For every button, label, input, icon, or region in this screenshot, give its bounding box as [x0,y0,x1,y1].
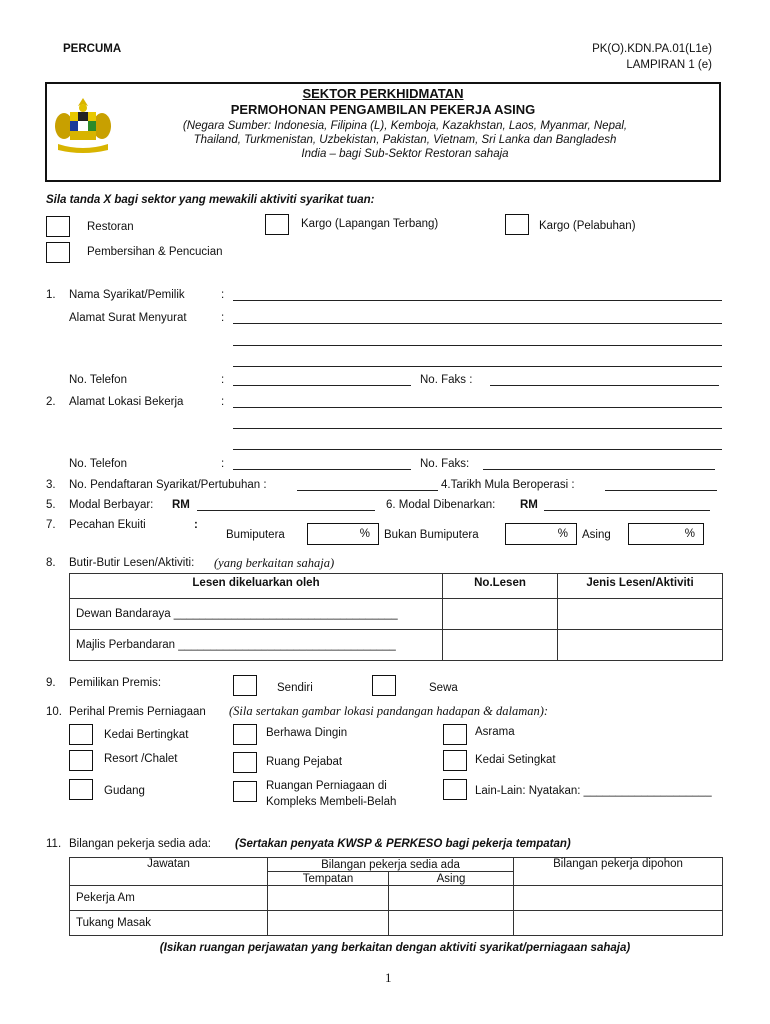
work-location-field-1[interactable] [233,407,722,408]
fax-label-2: No. Faks: [420,458,470,470]
asrama-label: Asrama [475,726,515,738]
registration-field[interactable] [297,490,438,491]
header-requested-workers: Bilangan pekerja dipohon [514,858,723,886]
section-5-number: 5. [46,499,56,511]
table-row [70,911,723,936]
registration-label: No. Pendaftaran Syarikat/Pertubuhan : [69,479,267,491]
company-name-label: Nama Syarikat/Pemilik [69,289,185,301]
source-countries-line2: Thailand, Turkmenistan, Uzbekistan, Pakistan, Vietnam, Sri Lanka dan Bangladesh [193,134,617,146]
section-8-number: 8. [46,557,56,569]
mailing-address-field-3[interactable] [233,366,722,367]
bumiputera-percent-field[interactable] [307,523,379,545]
own-premises-checkbox[interactable] [233,675,257,696]
phone-field-2[interactable] [233,469,411,470]
section-9-number: 9. [46,677,56,689]
dipohon-cell[interactable] [514,911,723,936]
section-1-number: 1. [46,289,56,301]
dipohon-cell[interactable] [514,886,723,911]
kedai-setingkat-checkbox[interactable] [443,750,467,771]
row-pekerja-am: Pekerja Am [70,886,268,911]
kedai-bertingkat-checkbox[interactable] [69,724,93,745]
premises-ownership-label: Pemilikan Premis: [69,677,162,689]
foreign-percent-field[interactable] [628,523,704,545]
rm-label-2: RM [520,499,538,511]
phone-label-2: No. Telefon [69,458,127,470]
resort-label: Resort /Chalet [104,753,178,765]
ruangan-perniagaan-checkbox[interactable] [233,781,257,802]
phone-label: No. Telefon [69,374,127,386]
ruangan-perniagaan-label-1: Ruangan Perniagaan di [266,780,387,792]
percent-sign: % [359,528,370,540]
equity-colon: : [194,519,198,531]
start-date-field[interactable] [605,490,717,491]
license-number-cell[interactable] [443,599,558,630]
paid-capital-label: Modal Berbayar: [69,499,154,511]
license-row-majlis[interactable]: Majlis Perbandaran __________________________________ [70,630,443,661]
header-existing-workers: Bilangan pekerja sedia ada [268,858,514,872]
lain-lain-checkbox[interactable] [443,779,467,800]
license-table [69,573,723,661]
table-row [70,630,723,661]
license-number-cell[interactable] [443,630,558,661]
fax-label: No. Faks : [420,374,473,386]
colon: : [221,458,225,470]
table-row [70,886,723,911]
kargo-port-checkbox[interactable] [505,214,529,235]
kargo-airport-label: Kargo (Lapangan Terbang) [301,218,439,230]
resort-checkbox[interactable] [69,750,93,771]
kedai-setingkat-label: Kedai Setingkat [475,754,556,766]
premises-type-label: Perihal Premis Perniagaan [69,706,206,718]
mailing-address-field-2[interactable] [233,345,722,346]
work-location-field-2[interactable] [233,428,722,429]
non-bumiputera-percent-field[interactable] [505,523,577,545]
source-countries-line3: India – bagi Sub-Sektor Restoran sahaja [301,148,509,160]
mailing-address-label: Alamat Surat Menyurat [69,312,187,324]
work-location-label: Alamat Lokasi Bekerja [69,396,184,408]
ruang-pejabat-checkbox[interactable] [233,752,257,773]
tempatan-cell[interactable] [268,886,389,911]
premises-type-note: (Sila sertakan gambar lokasi pandangan hadapan & dalaman): [229,704,549,718]
company-name-field[interactable] [233,300,722,301]
header-asing: Asing [389,872,514,886]
mailing-address-field-1[interactable] [233,323,722,324]
appendix-label: LAMPIRAN 1 (e) [626,59,712,71]
sector-instruction: Sila tanda X bagi sektor yang mewakili aktiviti syarikat tuan: [46,194,375,206]
pembersihan-label: Pembersihan & Pencucian [87,246,223,258]
paid-capital-field[interactable] [197,510,375,511]
license-note: (yang berkaitan sahaja) [214,556,335,570]
form-title: PERMOHONAN PENGAMBILAN PEKERJA ASING [230,102,536,117]
license-type-cell[interactable] [558,599,723,630]
table-row [70,599,723,630]
license-header-type: Jenis Lesen/Aktiviti [558,574,723,599]
asing-cell[interactable] [389,886,514,911]
tempatan-cell[interactable] [268,911,389,936]
bumiputera-label: Bumiputera [226,529,285,541]
workers-table [69,857,723,936]
header-tempatan: Tempatan [268,872,389,886]
colon: : [221,374,225,386]
colon: : [221,289,225,301]
source-countries-line1: (Negara Sumber: Indonesia, Filipina (L), Kemboja, Kazakhstan, Laos, Myanmar, Nepal, [182,120,628,132]
kargo-port-label: Kargo (Pelabuhan) [539,220,636,232]
gudang-checkbox[interactable] [69,779,93,800]
license-label: Butir-Butir Lesen/Aktiviti: [69,557,195,569]
asrama-checkbox[interactable] [443,724,467,745]
authorised-capital-field[interactable] [544,510,710,511]
ruangan-perniagaan-label-2: Kompleks Membeli-Belah [266,796,397,808]
kargo-airport-checkbox[interactable] [265,214,289,235]
authorised-capital-label: 6. Modal Dibenarkan: [386,499,496,511]
foreign-label: Asing [582,529,611,541]
section-2-number: 2. [46,396,56,408]
section-10-number: 10. [46,706,62,718]
equity-label: Pecahan Ekuiti [69,519,146,531]
sector-title: SEKTOR PERKHIDMATAN [302,86,464,101]
non-bumiputera-label: Bukan Bumiputera [384,529,479,541]
berhawa-dingin-checkbox[interactable] [233,724,257,745]
section-3-number: 3. [46,479,56,491]
section-7-number: 7. [46,519,56,531]
form-reference: PK(O).KDN.PA.01(L1e) [592,43,712,55]
percent-sign: % [557,528,568,540]
asing-cell[interactable] [389,911,514,936]
license-type-cell[interactable] [558,630,723,661]
existing-workers-label: Bilangan pekerja sedia ada: [69,838,211,850]
pembersihan-checkbox[interactable] [46,242,70,263]
work-location-field-3[interactable] [233,449,722,450]
own-premises-label: Sendiri [277,682,313,694]
phone-field[interactable] [233,385,411,386]
ruang-pejabat-label: Ruang Pejabat [266,756,343,768]
kedai-bertingkat-label: Kedai Bertingkat [104,729,189,741]
fax-field[interactable] [490,385,719,386]
header-jawatan: Jawatan [70,858,268,886]
existing-workers-note: (Sertakan penyata KWSP & PERKESO bagi pekerja tempatan) [235,838,571,850]
row-tukang-masak: Tukang Masak [70,911,268,936]
license-header-issuer: Lesen dikeluarkan oleh [70,574,443,599]
restoran-label: Restoran [87,221,134,233]
fax-field-2[interactable] [483,469,715,470]
rent-premises-label: Sewa [429,682,458,694]
table-footnote: (Isikan ruangan perjawatan yang berkaitan dengan aktiviti syarikat/perniagaan sahaja) [159,942,631,954]
page-number: 1 [385,970,392,985]
lain-lain-label: Lain-Lain: Nyatakan: ____________________ [475,785,712,797]
rent-premises-checkbox[interactable] [372,675,396,696]
gudang-label: Gudang [104,785,145,797]
free-label: PERCUMA [63,43,122,55]
restoran-checkbox[interactable] [46,216,70,237]
rm-label: RM [172,499,190,511]
license-row-dewan[interactable]: Dewan Bandaraya ___________________________________ [70,599,443,630]
berhawa-dingin-label: Berhawa Dingin [266,727,348,739]
colon: : [221,396,225,408]
percent-sign: % [684,528,695,540]
colon: : [221,312,225,324]
section-11-number: 11. [46,838,62,850]
start-date-label: 4.Tarikh Mula Beroperasi : [441,479,575,491]
license-header-number: No.Lesen [443,574,558,599]
